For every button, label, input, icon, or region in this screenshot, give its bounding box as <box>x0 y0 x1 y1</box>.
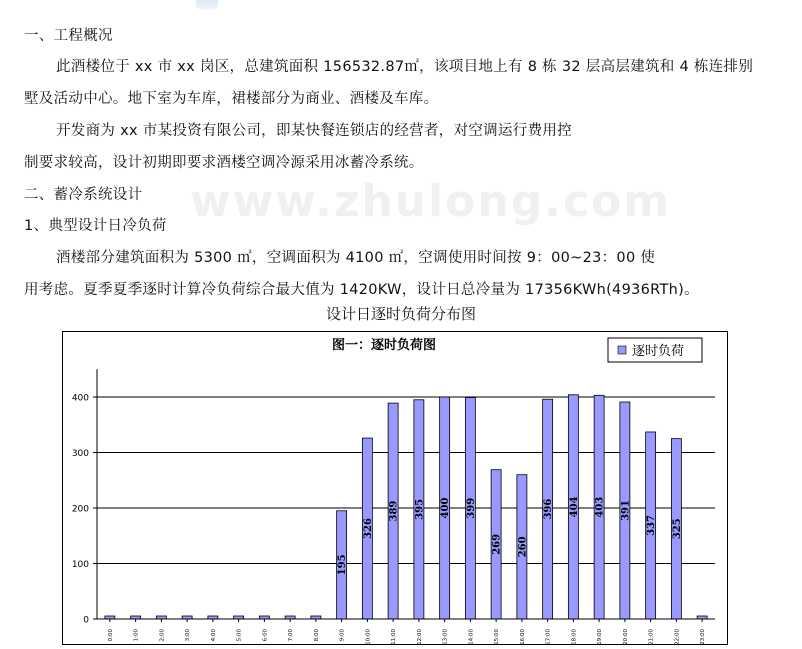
bar-data-label: 269 <box>491 533 503 555</box>
header-logo <box>196 0 218 10</box>
paragraph-2-line-1: 开发商为 xx 市某投资有限公司，即某快餐连锁店的经营者，对空调运行费用控 <box>56 123 572 139</box>
chart-title: 图一：逐时负荷图 <box>332 338 437 353</box>
x-tick-label: 8:00 <box>313 629 320 642</box>
y-tick-label: 300 <box>71 449 89 459</box>
x-tick-label: 17:00 <box>545 629 552 645</box>
bar-data-label: 195 <box>337 554 349 576</box>
hourly-load-chart <box>62 331 728 645</box>
bar-data-label: 389 <box>388 500 400 522</box>
heading-design-day-load: 1、典型设计日冷负荷 <box>24 218 167 234</box>
paragraph-3-line-2: 用考虑。夏季夏季逐时计算冷负荷综合最大值为 1420KW，设计日总冷量为 17356KWh(4936RTh)。 <box>24 282 699 298</box>
x-tick-label: 20:00 <box>622 629 629 645</box>
heading-storage-design: 二、蓄冷系统设计 <box>24 187 143 203</box>
paragraph-2-line-2: 制要求较高，设计初期即要求酒楼空调冷源采用冰蓄冷系统。 <box>24 155 424 171</box>
y-tick-label: 100 <box>71 560 89 570</box>
x-tick-label: 14:00 <box>468 629 475 645</box>
paragraph-1-line-2: 墅及活动中心。地下室为车库，裙楼部分为商业、酒楼及车库。 <box>24 91 439 107</box>
bar-data-label: 260 <box>517 536 529 558</box>
bar-data-label: 326 <box>362 518 374 539</box>
bar-data-label: 396 <box>543 498 555 520</box>
y-tick-label: 0 <box>83 615 89 626</box>
bar-data-label: 404 <box>568 496 580 518</box>
x-tick-label: 0:00 <box>107 629 114 642</box>
heading-overview: 一、工程概况 <box>24 28 113 44</box>
x-tick-label: 22:00 <box>674 629 681 645</box>
bar-data-label: 399 <box>465 497 477 519</box>
x-tick-label: 2:00 <box>159 629 166 642</box>
bar-data-label: 395 <box>414 498 426 520</box>
x-tick-label: 4:00 <box>210 629 217 642</box>
legend-swatch <box>618 346 626 354</box>
bar-data-label: 391 <box>620 500 632 521</box>
bar-data-label: 337 <box>646 515 658 536</box>
y-tick-label: 200 <box>71 504 89 515</box>
x-tick-label: 12:00 <box>416 629 423 645</box>
bar-data-label: 403 <box>594 496 606 518</box>
paragraph-1-line-1: 此酒楼位于 xx 市 xx 岗区，总建筑面积 156532.87㎡，该项目地上有 8 栋 32 层高层建筑和 4 栋连排别 <box>56 59 754 75</box>
x-tick-label: 10:00 <box>365 629 372 645</box>
x-tick-label: 19:00 <box>597 629 604 645</box>
x-tick-label: 21:00 <box>648 629 655 645</box>
watermark: www.zhulong.com <box>190 176 672 227</box>
x-tick-label: 3:00 <box>185 629 192 642</box>
x-tick-label: 5:00 <box>236 629 243 642</box>
x-tick-label: 18:00 <box>571 629 578 645</box>
x-tick-label: 6:00 <box>262 629 269 642</box>
x-tick-label: 23:00 <box>700 629 707 645</box>
bar-data-label: 400 <box>440 497 452 519</box>
x-tick-label: 9:00 <box>339 629 346 642</box>
y-tick-label: 400 <box>71 393 89 404</box>
bar-data-label: 325 <box>671 518 683 540</box>
x-tick-label: 16:00 <box>519 629 526 645</box>
x-tick-label: 7:00 <box>288 629 295 642</box>
legend-label: 逐时负荷 <box>632 344 685 359</box>
x-tick-label: 13:00 <box>442 629 449 645</box>
chart-caption: 设计日逐时负荷分布图 <box>325 305 476 323</box>
x-tick-label: 11:00 <box>391 629 398 645</box>
chart-legend <box>608 338 702 362</box>
x-tick-label: 1:00 <box>133 629 140 642</box>
x-tick-label: 15:00 <box>494 629 501 645</box>
paragraph-3-line-1: 酒楼部分建筑面积为 5300 ㎡，空调面积为 4100 ㎡，空调使用时间按 9：00~23：00 使 <box>56 250 656 266</box>
